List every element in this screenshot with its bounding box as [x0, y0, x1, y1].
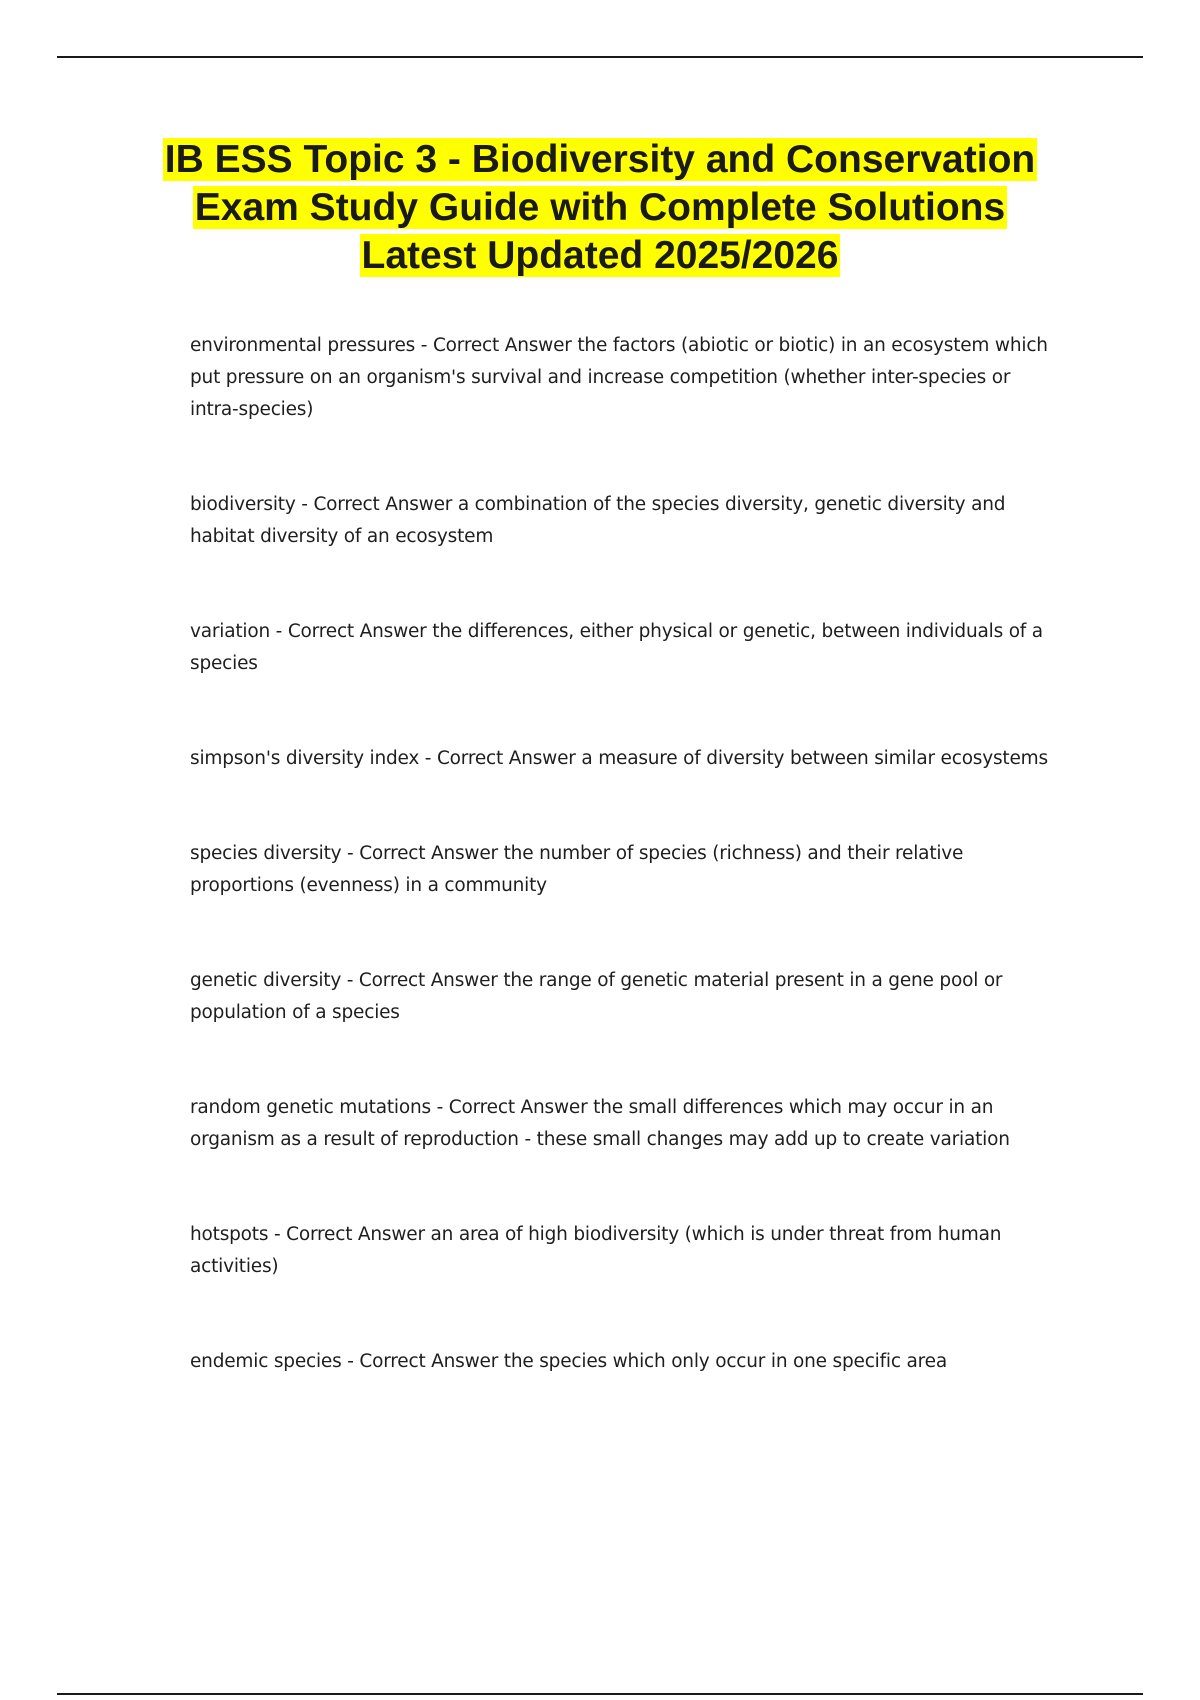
title-block — [160, 136, 1040, 280]
document-title: IB ESS Topic 3 - Biodiversity and Conservation Exam Study Guide with Complete Solutions Latest Updated 2025/2026 — [164, 138, 1036, 277]
entry-variation: variation - Correct Answer the differences, either physical or genetic, between individuals of a species — [190, 621, 1043, 674]
entry-genetic-diversity: genetic diversity - Correct Answer the range of genetic material present in a gene pool or population of a species — [190, 970, 1003, 1023]
entry-endemic-species: endemic species - Correct Answer the species which only occur in one specific area — [190, 1351, 947, 1372]
entry-biodiversity: biodiversity - Correct Answer a combination of the species diversity, genetic diversity and habitat diversity of an ecosystem — [190, 494, 1006, 547]
entry-environmental-pressures: environmental pressures - Correct Answer the factors (abiotic or biotic) in an ecosystem which put pressure on an organism's survival and increase competition (whether inter-species or intra-species) — [190, 335, 1048, 420]
footer-rule — [57, 1693, 1143, 1695]
study-guide-entries — [190, 330, 1050, 1378]
header-rule — [57, 56, 1143, 58]
entry-hotspots: hotspots - Correct Answer an area of high biodiversity (which is under threat from human activities) — [190, 1224, 1002, 1277]
entry-random-genetic-mutations: random genetic mutations - Correct Answer the small differences which may occur in an organism as a result of reproduction - these small changes may add up to create variation — [190, 1097, 1010, 1150]
entry-species-diversity: species diversity - Correct Answer the number of species (richness) and their relative proportions (evenness) in a community — [190, 843, 964, 896]
entry-simpsons-diversity-index: simpson's diversity index - Correct Answer a measure of diversity between similar ecosystems — [190, 748, 1048, 769]
